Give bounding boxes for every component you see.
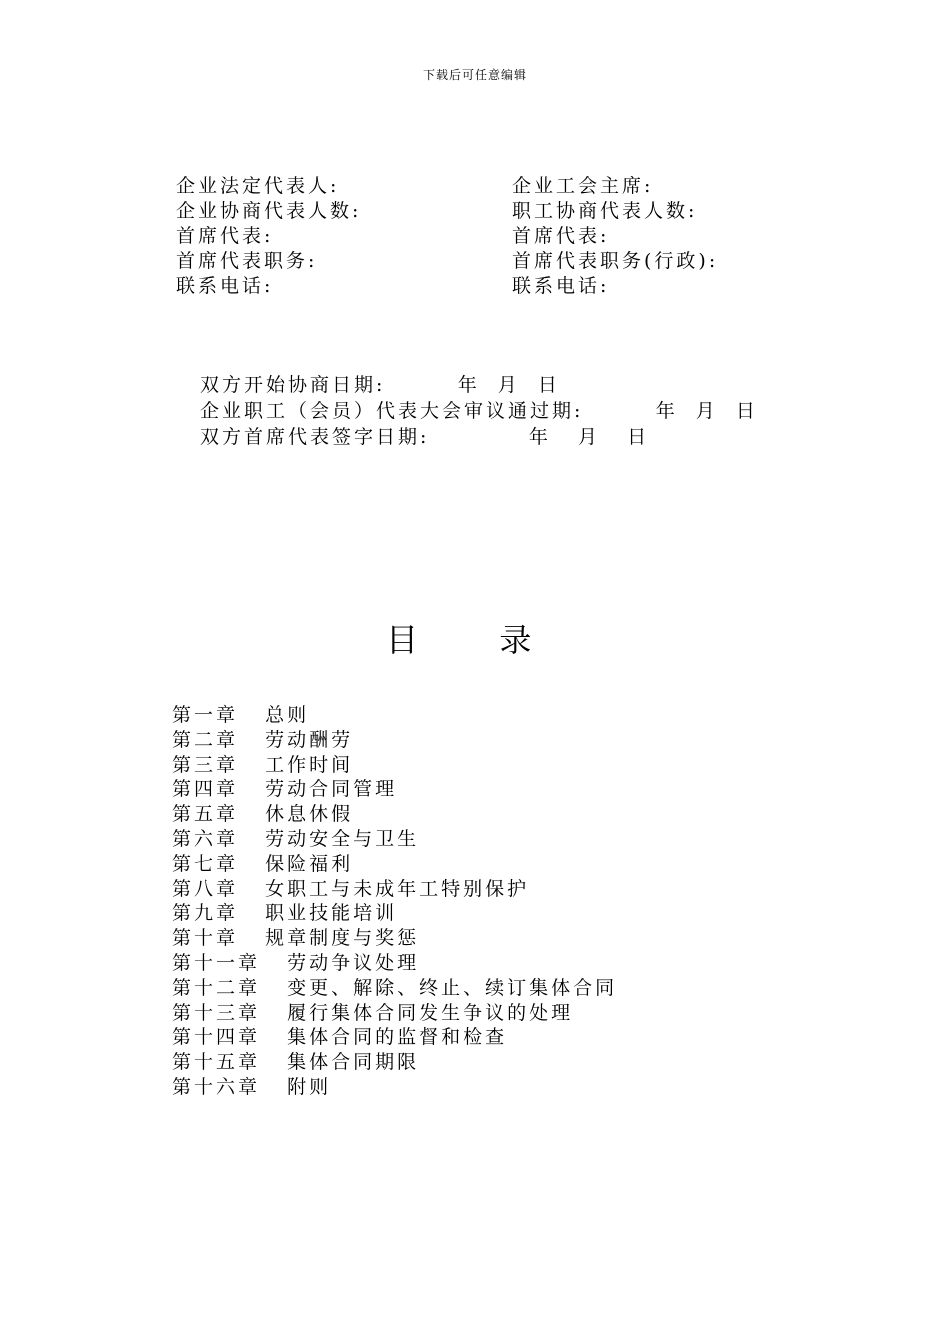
toc-title: 目 录 <box>386 621 532 659</box>
toc-item: 第七章 保险福利 <box>172 852 354 875</box>
toc-item: 第十四章 集体合同的监督和检查 <box>172 1026 508 1049</box>
toc-item: 第一章 总则 <box>172 704 310 726</box>
toc-item: 第二章 劳动酬劳 <box>172 728 354 751</box>
toc-item: 第八章 女职工与未成年工特别保护 <box>172 877 530 900</box>
toc-item: 第十六章 附则 <box>172 1075 332 1098</box>
enterprise-phone-field: 联系电话: <box>176 275 274 297</box>
union-chairman-field: 企业工会主席: <box>512 175 654 197</box>
party-row <box>176 224 796 249</box>
enterprise-negotiator-count-field: 企业协商代表人数: <box>176 200 362 222</box>
legal-representative-field: 企业法定代表人: <box>176 175 340 197</box>
toc-item: 第四章 劳动合同管理 <box>172 778 398 801</box>
party-row <box>176 174 796 199</box>
toc-item: 第三章 工作时间 <box>172 753 354 776</box>
toc-item: 第十三章 履行集体合同发生争议的处理 <box>172 1001 574 1024</box>
enterprise-chief-position-field: 首席代表职务: <box>176 250 318 272</box>
employee-phone-field: 联系电话: <box>512 275 610 297</box>
toc-list <box>172 703 792 1100</box>
enterprise-chief-representative-field: 首席代表: <box>176 225 274 247</box>
toc-item: 第九章 职业技能培训 <box>172 902 398 925</box>
employee-negotiator-count-field: 职工协商代表人数: <box>512 200 698 222</box>
party-row <box>176 199 796 224</box>
employee-chief-position-field: 首席代表职务(行政): <box>512 250 719 272</box>
toc-item: 第六章 劳动安全与卫生 <box>172 827 420 850</box>
toc-item: 第十章 规章制度与奖惩 <box>172 927 420 950</box>
toc-item: 第十二章 变更、解除、终止、续订集体合同 <box>172 976 618 999</box>
dates-block <box>200 372 820 450</box>
toc-item: 第十一章 劳动争议处理 <box>172 951 420 974</box>
negotiation-start-date-line: 双方开始协商日期: 年 月 日 <box>200 374 560 396</box>
toc-item: 第五章 休息休假 <box>172 803 354 826</box>
signing-date-line: 双方首席代表签字日期: 年 月 日 <box>200 426 650 448</box>
party-row <box>176 274 796 299</box>
party-row <box>176 249 796 274</box>
page-header-note: 下载后可任意编辑 <box>422 68 527 82</box>
party-info-block <box>176 174 796 299</box>
congress-approval-date-line: 企业职工（会员）代表大会审议通过期: 年 月 日 <box>200 400 758 422</box>
employee-chief-representative-field: 首席代表: <box>512 225 610 247</box>
toc-item: 第十五章 集体合同期限 <box>172 1051 420 1074</box>
